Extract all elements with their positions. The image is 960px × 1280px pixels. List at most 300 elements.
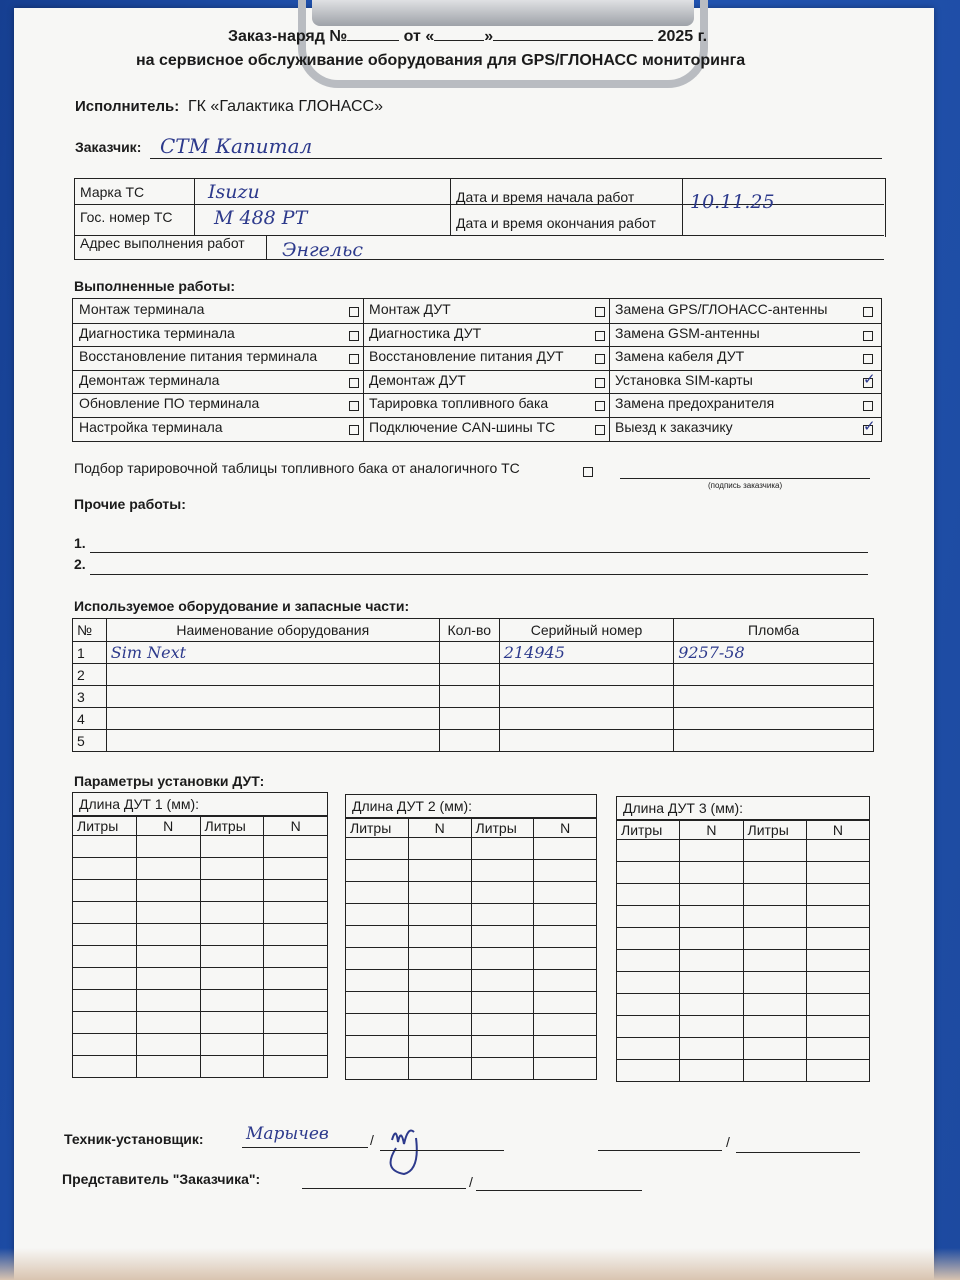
dut-cell[interactable] bbox=[264, 902, 328, 924]
dut-cell[interactable] bbox=[136, 968, 200, 990]
dut-cell[interactable] bbox=[617, 928, 680, 950]
dut-cell[interactable] bbox=[136, 858, 200, 880]
order-title bbox=[228, 28, 707, 46]
dut-cell[interactable] bbox=[680, 928, 743, 950]
equipment-row bbox=[73, 730, 874, 752]
works-row-divider bbox=[73, 346, 881, 347]
dut-cell[interactable] bbox=[680, 884, 743, 906]
dut-cell[interactable] bbox=[408, 926, 471, 948]
other-item-2-line[interactable] bbox=[90, 574, 868, 575]
dut-header-cell: N bbox=[680, 821, 743, 840]
dut-cell[interactable] bbox=[471, 882, 534, 904]
dut-header-cell: N bbox=[806, 821, 869, 840]
equipment-cell[interactable] bbox=[439, 664, 499, 686]
dut-row bbox=[346, 970, 597, 992]
equipment-cell[interactable] bbox=[439, 708, 499, 730]
dut-cell[interactable] bbox=[73, 924, 137, 946]
dut-cell[interactable] bbox=[806, 862, 869, 884]
dut-cell[interactable] bbox=[743, 928, 806, 950]
technician-signature-image bbox=[374, 1118, 434, 1178]
equipment-cell[interactable] bbox=[106, 686, 439, 708]
dut-cell[interactable] bbox=[471, 904, 534, 926]
equipment-row bbox=[73, 686, 874, 708]
works-table bbox=[72, 298, 882, 442]
vehicle-col-divider bbox=[682, 178, 683, 236]
vehicle-col-divider bbox=[194, 178, 195, 236]
calib-label: Подбор тарировочной таблицы топливного бака от аналогичного ТС bbox=[74, 460, 520, 476]
dut-cell[interactable] bbox=[200, 1056, 264, 1078]
dut-cell[interactable] bbox=[743, 862, 806, 884]
customer-rep-label: Представитель "Заказчика": bbox=[62, 1171, 261, 1187]
equipment-header-cell: № bbox=[73, 619, 107, 642]
vehicle-row-divider bbox=[74, 235, 75, 259]
signature-hint: (подпись заказчика) bbox=[708, 481, 783, 490]
dut-cell[interactable] bbox=[743, 840, 806, 862]
dut-cell[interactable] bbox=[743, 906, 806, 928]
work-item-checkbox[interactable] bbox=[595, 331, 605, 341]
work-item-label: Замена GPS/ГЛОНАСС-антенны bbox=[615, 301, 828, 317]
dut-cell[interactable] bbox=[743, 1016, 806, 1038]
dut-grid bbox=[72, 816, 328, 1078]
dut-grid bbox=[345, 818, 597, 1080]
dut-cell[interactable] bbox=[346, 882, 409, 904]
dut-row bbox=[617, 906, 870, 928]
work-item-checkbox[interactable] bbox=[349, 331, 359, 341]
dut-cell[interactable] bbox=[680, 1016, 743, 1038]
dut-cell[interactable] bbox=[200, 880, 264, 902]
equipment-cell[interactable]: Sim Next bbox=[106, 642, 439, 664]
dut-cell[interactable] bbox=[264, 968, 328, 990]
dut-row bbox=[617, 950, 870, 972]
dut-row bbox=[617, 1016, 870, 1038]
dut-row bbox=[73, 858, 328, 880]
technician-slash: / bbox=[370, 1132, 374, 1148]
equipment-cell[interactable] bbox=[439, 642, 499, 664]
work-item-checkbox[interactable] bbox=[349, 354, 359, 364]
equipment-cell: 2 bbox=[73, 664, 107, 686]
technician-name: Марычев bbox=[246, 1124, 329, 1144]
equipment-cell[interactable] bbox=[106, 730, 439, 752]
work-item-label: Диагностика терминала bbox=[79, 324, 235, 341]
dut-cell[interactable] bbox=[136, 902, 200, 924]
dut-row bbox=[617, 1038, 870, 1060]
work-item-label: Монтаж терминала bbox=[79, 301, 205, 317]
work-item-checkbox[interactable] bbox=[595, 307, 605, 317]
dut-cell[interactable] bbox=[680, 862, 743, 884]
work-item-checkbox[interactable] bbox=[595, 425, 605, 435]
dut-cell[interactable] bbox=[806, 1016, 869, 1038]
equipment-title: Используемое оборудование и запасные части: bbox=[74, 598, 410, 614]
dut-cell[interactable] bbox=[534, 882, 597, 904]
dut-cell[interactable] bbox=[743, 884, 806, 906]
dut-cell[interactable] bbox=[806, 1060, 869, 1082]
customer-rep-name-line bbox=[302, 1188, 466, 1189]
month-blank bbox=[493, 40, 653, 41]
dut-cell[interactable] bbox=[264, 946, 328, 968]
equipment-cell[interactable] bbox=[499, 708, 673, 730]
dut-row bbox=[346, 948, 597, 970]
dut-row bbox=[346, 1058, 597, 1080]
work-item-label: Настройка терминала bbox=[79, 419, 223, 435]
dut-cell[interactable] bbox=[534, 1058, 597, 1080]
dut-cell[interactable] bbox=[264, 1012, 328, 1034]
dut-cell[interactable] bbox=[680, 1060, 743, 1082]
dut-cell[interactable] bbox=[534, 860, 597, 882]
day-blank bbox=[434, 40, 484, 41]
works-row-divider bbox=[73, 370, 881, 371]
plate-label: Гос. номер ТС bbox=[80, 209, 173, 225]
dut-row bbox=[73, 1034, 328, 1056]
work-item-label: Замена GSM-антенны bbox=[615, 324, 760, 341]
end-label: Дата и время окончания работ bbox=[456, 215, 656, 231]
customer-line bbox=[150, 158, 882, 159]
vehicle-col-divider bbox=[266, 235, 267, 259]
dut-table-title: Длина ДУТ 3 (мм): bbox=[616, 796, 870, 820]
dut-cell[interactable] bbox=[408, 1014, 471, 1036]
dut-cell[interactable] bbox=[471, 860, 534, 882]
work-item-label: Обновление ПО терминала bbox=[79, 395, 260, 412]
plate-value: М 488 РТ bbox=[214, 207, 308, 229]
dut-cell[interactable] bbox=[534, 970, 597, 992]
dut-cell[interactable] bbox=[346, 1036, 409, 1058]
dut-cell[interactable] bbox=[136, 880, 200, 902]
customer-label: Заказчик: bbox=[75, 139, 142, 155]
dut-cell[interactable] bbox=[680, 994, 743, 1016]
dut-cell[interactable] bbox=[200, 968, 264, 990]
equipment-cell: 4 bbox=[73, 708, 107, 730]
address-label: Адрес выполнения работ bbox=[80, 235, 245, 251]
work-item-label: Диагностика ДУТ bbox=[369, 324, 482, 341]
dut-cell[interactable] bbox=[136, 1056, 200, 1078]
work-item-checkbox[interactable] bbox=[863, 401, 873, 411]
dut-cell[interactable] bbox=[617, 862, 680, 884]
dut-cell[interactable] bbox=[743, 1038, 806, 1060]
dut-cell[interactable] bbox=[408, 904, 471, 926]
work-item-label: Восстановление питания терминала bbox=[79, 348, 318, 365]
dut-cell[interactable] bbox=[806, 840, 869, 862]
dut-cell[interactable] bbox=[471, 948, 534, 970]
dut-row bbox=[73, 924, 328, 946]
calib-checkbox[interactable] bbox=[583, 467, 593, 477]
other-item-1-line[interactable] bbox=[90, 552, 868, 553]
dut-cell[interactable] bbox=[73, 1056, 137, 1078]
dut-cell[interactable] bbox=[617, 1016, 680, 1038]
equipment-header-row bbox=[73, 619, 874, 642]
work-item-checkbox[interactable] bbox=[863, 378, 873, 388]
equipment-cell[interactable] bbox=[499, 686, 673, 708]
dut-cell[interactable] bbox=[471, 1036, 534, 1058]
dut-cell[interactable] bbox=[73, 902, 137, 924]
works-row-divider bbox=[73, 393, 881, 394]
dut-cell[interactable] bbox=[806, 994, 869, 1016]
dut-header-cell: Литры bbox=[471, 819, 534, 838]
dut-table-3 bbox=[616, 796, 870, 1082]
equipment-cell[interactable]: 9257-58 bbox=[674, 642, 874, 664]
dut-cell[interactable] bbox=[264, 1034, 328, 1056]
dut-cell[interactable] bbox=[73, 858, 137, 880]
work-item-label: Восстановление питания ДУТ bbox=[369, 348, 564, 365]
start-value: 10.11.25 bbox=[690, 191, 775, 213]
dut-cell[interactable] bbox=[346, 904, 409, 926]
dut-cell[interactable] bbox=[806, 884, 869, 906]
dut-cell[interactable] bbox=[264, 858, 328, 880]
dut-cell[interactable] bbox=[408, 992, 471, 1014]
dut-cell[interactable] bbox=[680, 972, 743, 994]
equipment-table bbox=[72, 618, 874, 752]
vehicle-col-divider bbox=[450, 178, 451, 236]
dut-cell[interactable] bbox=[534, 992, 597, 1014]
dut-cell[interactable] bbox=[743, 950, 806, 972]
address-value: Энгельс bbox=[282, 239, 363, 261]
dut-cell[interactable] bbox=[264, 1056, 328, 1078]
work-item-checkbox[interactable] bbox=[863, 307, 873, 317]
second-slash: / bbox=[726, 1134, 730, 1150]
equipment-cell[interactable]: 214945 bbox=[499, 642, 673, 664]
title-close-quote: » bbox=[484, 28, 494, 45]
dut-cell[interactable] bbox=[200, 1034, 264, 1056]
dut-cell[interactable] bbox=[136, 990, 200, 1012]
equipment-cell: 5 bbox=[73, 730, 107, 752]
equipment-cell: 3 bbox=[73, 686, 107, 708]
dut-row bbox=[617, 1060, 870, 1082]
dut-cell[interactable] bbox=[471, 1014, 534, 1036]
dut-cell[interactable] bbox=[806, 972, 869, 994]
dut-cell[interactable] bbox=[73, 946, 137, 968]
dut-row bbox=[346, 882, 597, 904]
second-name-line bbox=[598, 1150, 722, 1151]
dut-row bbox=[73, 836, 328, 858]
dut-cell[interactable] bbox=[680, 1038, 743, 1060]
dut-row bbox=[617, 840, 870, 862]
equipment-cell[interactable] bbox=[674, 708, 874, 730]
dut-header-cell: Литры bbox=[743, 821, 806, 840]
dut-header-row bbox=[346, 819, 597, 838]
dut-cell[interactable] bbox=[408, 882, 471, 904]
equipment-cell: 1 bbox=[73, 642, 107, 664]
work-item-label: Демонтаж ДУТ bbox=[369, 371, 466, 388]
dut-cell[interactable] bbox=[471, 838, 534, 860]
dut-cell[interactable] bbox=[471, 1058, 534, 1080]
dut-cell[interactable] bbox=[408, 860, 471, 882]
customer-value: СТМ Капитал bbox=[160, 134, 313, 158]
works-title: Выполненные работы: bbox=[74, 278, 236, 294]
equipment-cell[interactable] bbox=[106, 664, 439, 686]
dut-table-title: Длина ДУТ 2 (мм): bbox=[345, 794, 597, 818]
equipment-cell[interactable] bbox=[439, 686, 499, 708]
customer-signature-line bbox=[620, 478, 870, 479]
work-item-label: Монтаж ДУТ bbox=[369, 301, 451, 317]
background-fabric bbox=[0, 1248, 960, 1280]
dut-cell[interactable] bbox=[346, 838, 409, 860]
dut-cell[interactable] bbox=[680, 950, 743, 972]
dut-cell[interactable] bbox=[534, 1014, 597, 1036]
dut-cell[interactable] bbox=[346, 992, 409, 1014]
dut-cell[interactable] bbox=[73, 968, 137, 990]
dut-cell[interactable] bbox=[200, 946, 264, 968]
technician-label: Техник-установщик: bbox=[64, 1131, 204, 1147]
dut-header-cell: Литры bbox=[73, 817, 137, 836]
work-item-checkbox[interactable] bbox=[863, 425, 873, 435]
dut-cell[interactable] bbox=[73, 990, 137, 1012]
dut-row bbox=[346, 1014, 597, 1036]
dut-title: Параметры установки ДУТ: bbox=[74, 773, 265, 789]
equipment-cell[interactable] bbox=[439, 730, 499, 752]
dut-cell[interactable] bbox=[680, 840, 743, 862]
dut-cell[interactable] bbox=[408, 970, 471, 992]
dut-cell[interactable] bbox=[806, 906, 869, 928]
dut-cell[interactable] bbox=[136, 1034, 200, 1056]
dut-cell[interactable] bbox=[264, 990, 328, 1012]
dut-cell[interactable] bbox=[617, 994, 680, 1016]
dut-cell[interactable] bbox=[346, 1058, 409, 1080]
dut-cell[interactable] bbox=[200, 1012, 264, 1034]
equipment-cell[interactable] bbox=[499, 664, 673, 686]
technician-signature-line bbox=[380, 1150, 504, 1151]
dut-cell[interactable] bbox=[408, 838, 471, 860]
equipment-header-cell: Наименование оборудования bbox=[106, 619, 439, 642]
other-works-title: Прочие работы: bbox=[74, 496, 186, 512]
dut-cell[interactable] bbox=[264, 924, 328, 946]
equipment-cell[interactable] bbox=[499, 730, 673, 752]
dut-cell[interactable] bbox=[534, 1036, 597, 1058]
title-from-label: от « bbox=[403, 28, 435, 45]
dut-cell[interactable] bbox=[346, 948, 409, 970]
dut-cell[interactable] bbox=[743, 994, 806, 1016]
second-signature-line bbox=[736, 1152, 860, 1153]
equipment-cell[interactable] bbox=[674, 664, 874, 686]
dut-cell[interactable] bbox=[617, 972, 680, 994]
dut-cell[interactable] bbox=[534, 904, 597, 926]
dut-cell[interactable] bbox=[806, 928, 869, 950]
customer-rep-signature-line bbox=[476, 1190, 642, 1191]
dut-cell[interactable] bbox=[534, 926, 597, 948]
dut-row bbox=[73, 968, 328, 990]
work-item-checkbox[interactable] bbox=[349, 378, 359, 388]
work-item-checkbox[interactable] bbox=[349, 425, 359, 435]
dut-cell[interactable] bbox=[346, 1014, 409, 1036]
dut-cell[interactable] bbox=[136, 924, 200, 946]
other-item-2-number: 2. bbox=[74, 556, 86, 572]
dut-cell[interactable] bbox=[471, 992, 534, 1014]
dut-table-2 bbox=[345, 794, 597, 1080]
dut-row bbox=[346, 926, 597, 948]
work-item-checkbox[interactable] bbox=[863, 331, 873, 341]
dut-row bbox=[346, 860, 597, 882]
dut-cell[interactable] bbox=[264, 836, 328, 858]
vehicle-row-divider bbox=[74, 259, 884, 260]
technician-name-line bbox=[242, 1147, 368, 1148]
dut-cell[interactable] bbox=[617, 950, 680, 972]
dut-cell[interactable] bbox=[200, 858, 264, 880]
dut-header-cell: N bbox=[534, 819, 597, 838]
work-item-label: Замена предохранителя bbox=[615, 395, 775, 412]
dut-row bbox=[617, 994, 870, 1016]
dut-cell[interactable] bbox=[408, 948, 471, 970]
dut-cell[interactable] bbox=[136, 836, 200, 858]
equipment-row bbox=[73, 664, 874, 686]
work-item-label: Замена кабеля ДУТ bbox=[615, 348, 745, 365]
equipment-header-cell: Кол-во bbox=[439, 619, 499, 642]
dut-cell[interactable] bbox=[73, 880, 137, 902]
title-order-label: Заказ-наряд № bbox=[228, 28, 348, 45]
dut-cell[interactable] bbox=[346, 860, 409, 882]
dut-cell[interactable] bbox=[617, 1060, 680, 1082]
work-item-checkbox[interactable] bbox=[349, 307, 359, 317]
dut-cell[interactable] bbox=[743, 1060, 806, 1082]
dut-table-title: Длина ДУТ 1 (мм): bbox=[72, 792, 328, 816]
dut-row bbox=[73, 1012, 328, 1034]
dut-cell[interactable] bbox=[680, 906, 743, 928]
dut-cell[interactable] bbox=[136, 1012, 200, 1034]
dut-row bbox=[73, 880, 328, 902]
dut-cell[interactable] bbox=[534, 838, 597, 860]
dut-cell[interactable] bbox=[200, 902, 264, 924]
work-item-label: Выезд к заказчику bbox=[615, 419, 733, 435]
dut-row bbox=[617, 862, 870, 884]
dut-cell[interactable] bbox=[346, 926, 409, 948]
dut-cell[interactable] bbox=[534, 948, 597, 970]
dut-cell[interactable] bbox=[617, 906, 680, 928]
equipment-cell[interactable] bbox=[106, 708, 439, 730]
customer-rep-slash: / bbox=[469, 1174, 473, 1190]
dut-header-row bbox=[73, 817, 328, 836]
equipment-cell[interactable] bbox=[674, 686, 874, 708]
work-item-checkbox[interactable] bbox=[863, 354, 873, 364]
dut-grid bbox=[616, 820, 870, 1082]
dut-cell[interactable] bbox=[73, 836, 137, 858]
dut-cell[interactable] bbox=[200, 836, 264, 858]
dut-cell[interactable] bbox=[264, 880, 328, 902]
dut-cell[interactable] bbox=[806, 950, 869, 972]
dut-row bbox=[346, 904, 597, 926]
work-item-checkbox[interactable] bbox=[349, 401, 359, 411]
dut-cell[interactable] bbox=[200, 990, 264, 1012]
dut-cell[interactable] bbox=[408, 1058, 471, 1080]
dut-cell[interactable] bbox=[200, 924, 264, 946]
dut-row bbox=[346, 838, 597, 860]
dut-cell[interactable] bbox=[471, 926, 534, 948]
dut-cell[interactable] bbox=[73, 1012, 137, 1034]
dut-cell[interactable] bbox=[617, 1038, 680, 1060]
dut-header-cell: Литры bbox=[200, 817, 264, 836]
dut-cell[interactable] bbox=[806, 1038, 869, 1060]
dut-table-1 bbox=[72, 792, 328, 1078]
dut-cell[interactable] bbox=[408, 1036, 471, 1058]
equipment-cell[interactable] bbox=[674, 730, 874, 752]
equipment-header-cell: Пломба bbox=[674, 619, 874, 642]
work-item-checkbox[interactable] bbox=[595, 401, 605, 411]
dut-cell[interactable] bbox=[346, 970, 409, 992]
works-row-divider bbox=[73, 323, 881, 324]
dut-cell[interactable] bbox=[617, 884, 680, 906]
dut-header-cell: N bbox=[136, 817, 200, 836]
executor-label: Исполнитель: bbox=[75, 98, 180, 115]
dut-cell[interactable] bbox=[471, 970, 534, 992]
dut-cell[interactable] bbox=[73, 1034, 137, 1056]
dut-cell[interactable] bbox=[743, 972, 806, 994]
dut-cell[interactable] bbox=[617, 840, 680, 862]
start-label: Дата и время начала работ bbox=[456, 189, 635, 205]
title-year: 2025 г. bbox=[657, 28, 708, 45]
work-item-checkbox[interactable] bbox=[595, 378, 605, 388]
work-item-label: Подключение CAN-шины ТС bbox=[369, 419, 556, 435]
dut-header-cell: N bbox=[408, 819, 471, 838]
dut-cell[interactable] bbox=[136, 946, 200, 968]
dut-row bbox=[73, 902, 328, 924]
dut-row bbox=[346, 992, 597, 1014]
work-item-label: Установка SIM-карты bbox=[615, 371, 753, 388]
work-item-checkbox[interactable] bbox=[595, 354, 605, 364]
